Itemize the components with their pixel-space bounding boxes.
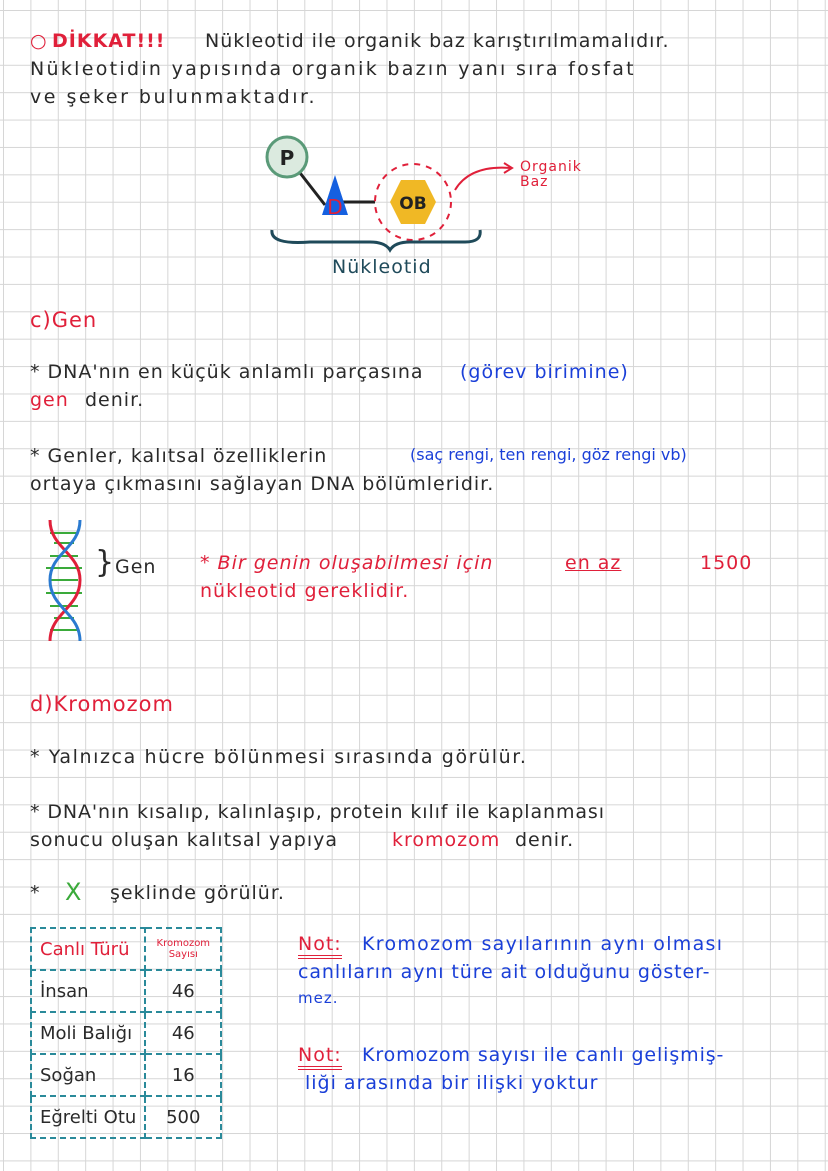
brace-icon: } <box>95 545 116 580</box>
table-cell: 46 <box>145 1012 221 1054</box>
header-cell: Kromozom Sayısı <box>145 928 221 970</box>
dikkat-label: DİKKAT!!! <box>52 30 166 52</box>
header-cell: Canlı Türü <box>31 928 145 970</box>
dna-helix-icon <box>40 518 90 643</box>
text-line: ve şeker bulunmaktadır. <box>30 86 318 108</box>
text-line: Nükleotid ile organik baz karıştırılmamalıdır. <box>205 30 670 52</box>
text-line: kromozom <box>392 829 501 851</box>
table-cell: Soğan <box>31 1054 145 1096</box>
note-label: Not: <box>298 1044 342 1070</box>
x-chromosome-icon: X <box>65 878 83 906</box>
phosphate-label: P <box>279 146 295 170</box>
text-line: * <box>30 882 41 904</box>
table-row <box>31 1054 221 1096</box>
text-line: denir. <box>85 389 145 411</box>
note-text: mez. <box>298 989 339 1007</box>
sugar-label: D <box>327 195 343 219</box>
note-label: Not: <box>298 933 342 959</box>
table-cell: Moli Balığı <box>31 1012 145 1054</box>
nucleotide-label: Nükleotid <box>332 256 432 278</box>
table-cell: İnsan <box>31 970 145 1012</box>
text-line: 1500 <box>700 552 753 574</box>
table-cell: 46 <box>145 970 221 1012</box>
text-line: * Genler, kalıtsal özelliklerin <box>30 445 328 467</box>
text-line: Nükleotidin yapısında organik bazın yanı sıra fosfat <box>30 58 636 80</box>
text-line: nükleotid gereklidir. <box>200 580 410 602</box>
table-row <box>31 1096 221 1138</box>
text-line: (görev birimine) <box>460 361 629 383</box>
text-line: * Bir genin oluşabilmesi için <box>200 552 494 574</box>
table-row <box>31 1012 221 1054</box>
text-line: gen <box>30 389 69 411</box>
text-line: (saç rengi, ten rengi, göz rengi vb) <box>410 445 687 464</box>
table-row <box>31 970 221 1012</box>
text-line: * Yalnızca hücre bölünmesi sırasında görülür. <box>30 746 528 768</box>
note-text: canlıların aynı türe ait olduğunu göster- <box>298 961 711 983</box>
dna-gen-label: Gen <box>115 556 157 578</box>
text-line: * DNA'nın en küçük anlamlı parçasına <box>30 361 424 383</box>
note-text: Kromozom sayısı ile canlı gelişmiş- <box>362 1044 725 1066</box>
text-line: sonucu oluşan kalıtsal yapıya <box>30 829 338 851</box>
note-text: liği arasında bir ilişki yoktur <box>305 1072 599 1094</box>
base-label: OB <box>399 194 427 214</box>
table-header-row <box>31 928 221 970</box>
text-line: * DNA'nın kısalıp, kalınlaşıp, protein kılıf ile kaplanması <box>30 801 605 823</box>
organic-base-label: Organik Baz <box>520 159 582 190</box>
text-line: denir. <box>515 829 575 851</box>
warning-circle-icon: ○ <box>30 30 48 52</box>
table-cell: 16 <box>145 1054 221 1096</box>
text-line: en az <box>565 552 622 574</box>
text-line: ortaya çıkmasını sağlayan DNA bölümleridir. <box>30 473 495 495</box>
chromosome-table <box>30 927 222 1139</box>
text-line: şeklinde görülür. <box>110 882 285 904</box>
section-heading-kromozom: d)Kromozom <box>30 692 174 716</box>
section-heading-gen: c)Gen <box>30 308 98 332</box>
note-text: Kromozom sayılarının aynı olması <box>362 933 724 955</box>
table-cell: 500 <box>145 1096 221 1138</box>
table-cell: Eğrelti Otu <box>31 1096 145 1138</box>
